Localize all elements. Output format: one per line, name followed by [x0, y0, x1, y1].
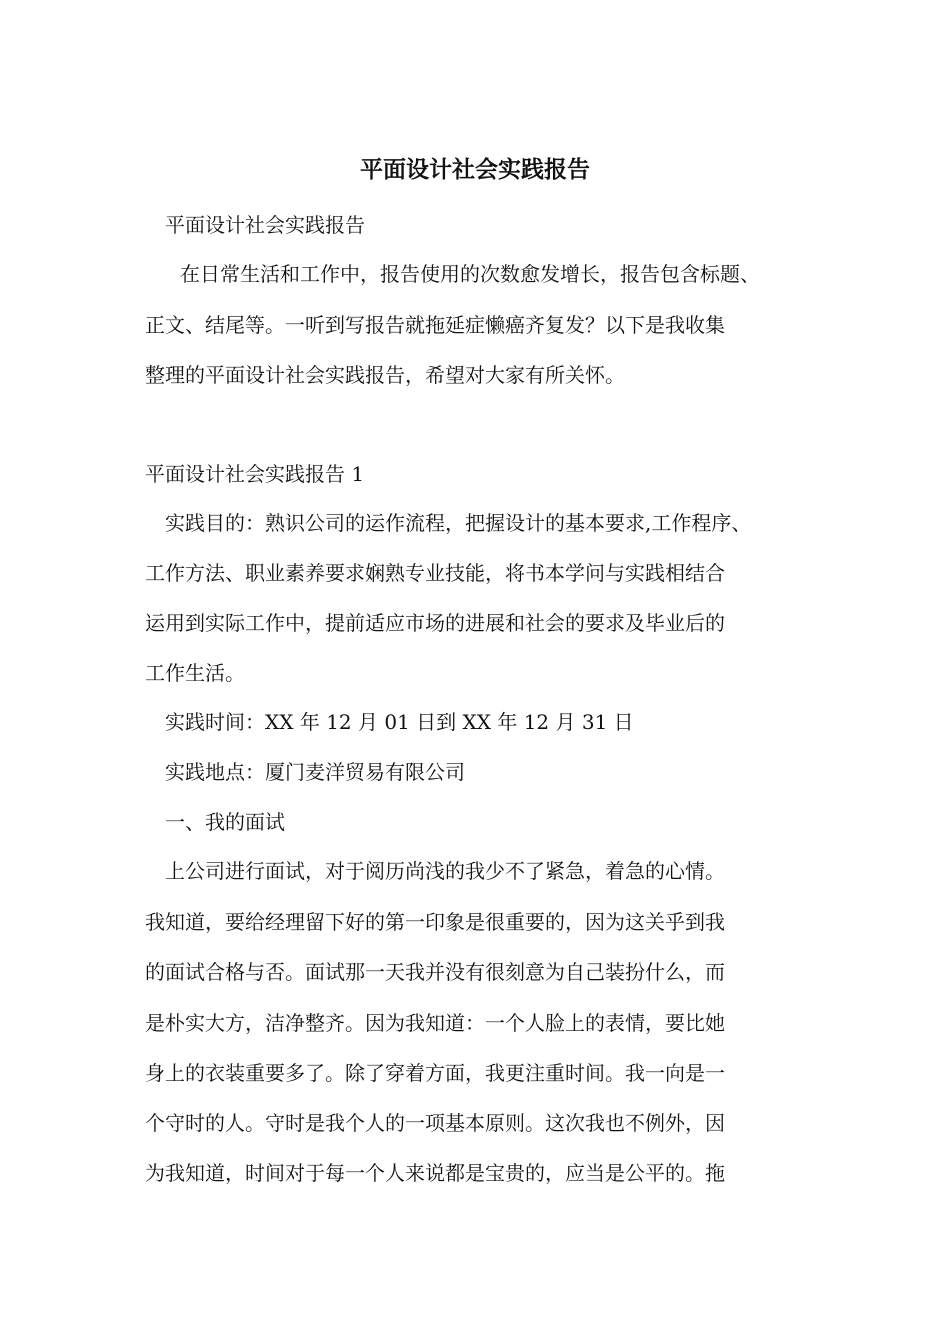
- interview-line-7: 为我知道，时间对于每一个人来说都是宝贵的，应当是公平的。拖: [145, 1161, 725, 1185]
- purpose-line-1: 实践目的：熟识公司的运作流程，把握设计的基本要求,工作程序、: [165, 511, 752, 535]
- practice-time: 实践时间：XX 年 12 月 01 日到 XX 年 12 月 31 日: [165, 710, 634, 734]
- purpose-line-4: 工作生活。: [145, 661, 245, 685]
- part1-heading: 一、我的面试: [165, 810, 285, 834]
- purpose-line-3: 运用到实际工作中，提前适应市场的进展和社会的要求及毕业后的: [145, 611, 725, 635]
- practice-location: 实践地点：厦门麦洋贸易有限公司: [165, 760, 465, 784]
- interview-line-1: 上公司进行面试，对于阅历尚浅的我少不了紧急，着急的心情。: [165, 859, 725, 883]
- purpose-line-2: 工作方法、职业素养要求娴熟专业技能，将书本学问与实践相结合: [145, 561, 725, 585]
- document-title: 平面设计社会实践报告: [360, 157, 590, 183]
- intro-line-1: 在日常生活和工作中，报告使用的次数愈发增长，报告包含标题、: [180, 262, 760, 286]
- interview-line-5: 身上的衣装重要多了。除了穿着方面，我更注重时间。我一向是一: [145, 1061, 725, 1085]
- interview-line-6: 个守时的人。守时是我个人的一项基本原则。这次我也不例外，因: [145, 1111, 725, 1135]
- interview-line-3: 的面试合格与否。面试那一天我并没有很刻意为自己装扮什么，而: [145, 960, 725, 984]
- intro-line-2: 正文、结尾等。一听到写报告就拖延症懒癌齐复发？以下是我收集: [145, 313, 725, 337]
- interview-line-2: 我知道，要给经理留下好的第一印象是很重要的，因为这关乎到我: [145, 910, 725, 934]
- document-subtitle: 平面设计社会实践报告: [165, 213, 365, 237]
- interview-line-4: 是朴实大方，洁净整齐。因为我知道：一个人脸上的表情，要比她: [145, 1011, 725, 1035]
- intro-line-3: 整理的平面设计社会实践报告，希望对大家有所关怀。: [145, 363, 625, 387]
- section1-heading: 平面设计社会实践报告 1: [145, 462, 365, 486]
